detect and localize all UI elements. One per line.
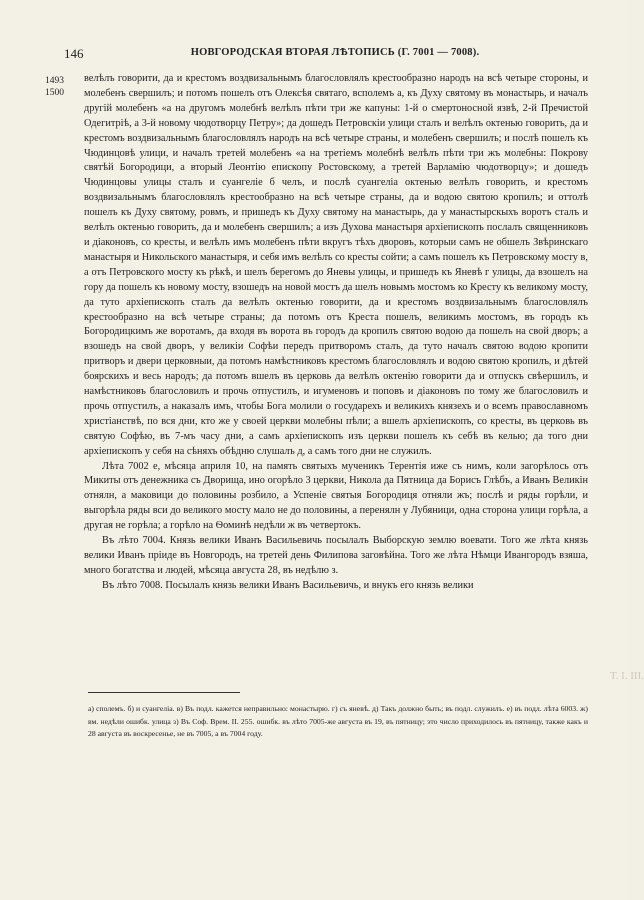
margin-year-1500: 1500 <box>45 88 64 98</box>
running-title: НОВГОРОДСКАЯ ВТОРАЯ ЛѢТОПИСЬ (Г. 7001 — 7008). <box>190 47 480 58</box>
footnotes: а) сполемъ. б) и суангеліа. в) Въ подл. кажется неправильно: монастырю. г) съ яневѣ. д) Такъ должно быть; въ подл. служилъ. е) въ подл. лѣта 6003. ж) вм. недѣли ошибк. улица з) Въ Соф. Врем. II. 255. ошибк. въ лѣто 7005-же августа въ 19, въ пятницу; это число приходилось въ пятницу, также какъ и 28 августа въ воскресенье, не въ 7005, а въ 7004 году. <box>88 704 588 739</box>
main-text <box>84 72 588 594</box>
paragraph: Лѣта 7002 е, мѣсяца априля 10, на память святыхъ мученикъ Терентія иже съ нимъ, коли загорѣлось отъ Микиты отъ денежника съ Дворища, ино огорѣло 3 церкви, Никола да Пятница да Борисъ Глѣбъ, а Иванъ Великін отнялн, а маковици до половины розбило, а Успеніе святыя Богородиця отняли жъ; послѣ и ряды горѣли, и выгорѣла ряды вси до великого мосту мало не до половины, а перенялн у Лубяници, одна сторона улици горѣла, а другая не горѣла; а горѣло на Ѳоминѣ недѣли ж въ четвертокъ. <box>84 460 588 532</box>
paragraph: велѣлъ говорити, да и крестомъ воздвизальнымъ благословлялъ крестообразно народъ на всѣ четыре стороны, и молебенъ свершилъ; и потомъ пошелъ отъ Олексѣя святаго, всполемъ а, къ Духу святому въ монастырь, и началъ другій молебенъ «а на другомъ молебнѣ велѣлъ пѣти три же капуны: 1-й о смертоносной язвѣ, 2-й Пречистой Одегитріѣ, а 3-й новому чюдотворцу Петру»; да дошедъ Петровскіи улици сталъ и велѣлъ октенью говорить, да и крестомъ воздвизальнымъ благословлялъ народъ на всѣ четыре страны, и молебенъ свершилъ; и послѣ пошелъ къ Чюдинцовѣ улици, и началъ третей молебенъ «а на третіемъ молебнѣ велѣлъ пѣти три жъ молебны: Покрову святѣй Богородици, а вторый Леонтію епископу Ростовскому, а третей Варламію чюдотворцу»; и дошедъ Чюдинцовы улицы сталъ и суангеліе б челъ, и послѣ суангеліа октенью велѣлъ говорить, и крестомъ воздвизальнымъ благословлялъ крестообразно на всѣ четыре страны, да и водою святою кропилъ; и оттолѣ пошелъ къ Духу святому, ровмъ, и пришедъ къ Духу святому на манастырь, да у манастырскыхъ воротъ сталъ и велѣлъ октенью говорить, да и молебенъ свершилъ; а изъ Духова манастыря архіепископъ послалъ священниковъ и діаконовъ, со кресты, и велѣлъ имъ молебенъ пѣти вкругъ тѣхъ дворовъ, которыи самъ не обшелъ Звѣринскаго манастыря и Никольского манастыря, и себя имъ велѣлъ со кресты сойти; а самъ пошелъ къ Петровскому мосту в, а отъ Петровского мосту къ рѣкѣ, и шелъ берегомъ до Яневы улицы, и пришедъ къ Яневѣ г улицы, да взошелъ на гору да пошелъ къ новому мосту, взошедъ на новой мостъ да шелъ новымъ мостомъ ко Кресту къ великому мосту, да туто архіепископъ сталъ да велѣлъ октенью говорити, да и крестомъ воздвизальнымъ благословлялъ крестообразно на всѣ четыре страны; да потомъ отъ Креста пошелъ, великимъ мостомъ, въ городъ къ Богородицкимъ же воротамъ, да входя въ ворота въ городъ да кропилъ святою водою да пошелъ на свой дворъ; а взошедъ на свой дворъ, у великіи Софѣи передъ притворомъ сталъ, да туто началъ святою водою кропити притворъ и двери церковныи, да потомъ намѣстниковъ крестомъ благословлялъ и водою святою кропилъ, и дѣтей боярскихъ и весь народъ; да потомъ вшелъ въ церковь да велѣлъ октенію говорити да и отпускъ свѣершилъ, и намѣстниковъ благословилъ и прочь отпустилъ, и игуменовъ и поповъ и діаконовъ по тому же благословилъ и прочь отпустилъ, а наказалъ имъ, чтобы Бога молили о государехъ и великихъ князехъ и о всемъ православномъ христіанствѣ, по вся дни, кто же у своей церкви молебны пѣли; а вшелъ архіепископъ, со кресты, въ церковь въ святую Софѣю, въ 7-мъ часу дни, а самъ архіепископъ изъ церкви пошелъ къ себѣ въ келью; да того дни архіепископъ у себя на сѣняхъ обѣдню слушалъ д, а самъ того дни не служилъ. <box>84 73 588 457</box>
footnote-divider <box>88 692 240 693</box>
margin-year-1493: 1493 <box>45 76 64 86</box>
paragraph: Въ лѣто 7008. Посылалъ князь велики Иванъ Васильевичь, и внукъ его князь велики <box>102 579 474 591</box>
show-through-text: Т. I. III. <box>609 670 644 682</box>
page-number: 146 <box>64 46 84 61</box>
paragraph: Въ лѣто 7004. Князь велики Иванъ Васильевичь посылалъ Выборскую землю воевати. Того же лѣта князь велики Иванъ пріиде въ Новгородъ, на третей день Филипова заговѣйна. Того же лѣта Нѣмци Ивангородъ взяша, много богатства и людей, мѣсяца августа 28, въ недѣлю з. <box>84 535 588 576</box>
